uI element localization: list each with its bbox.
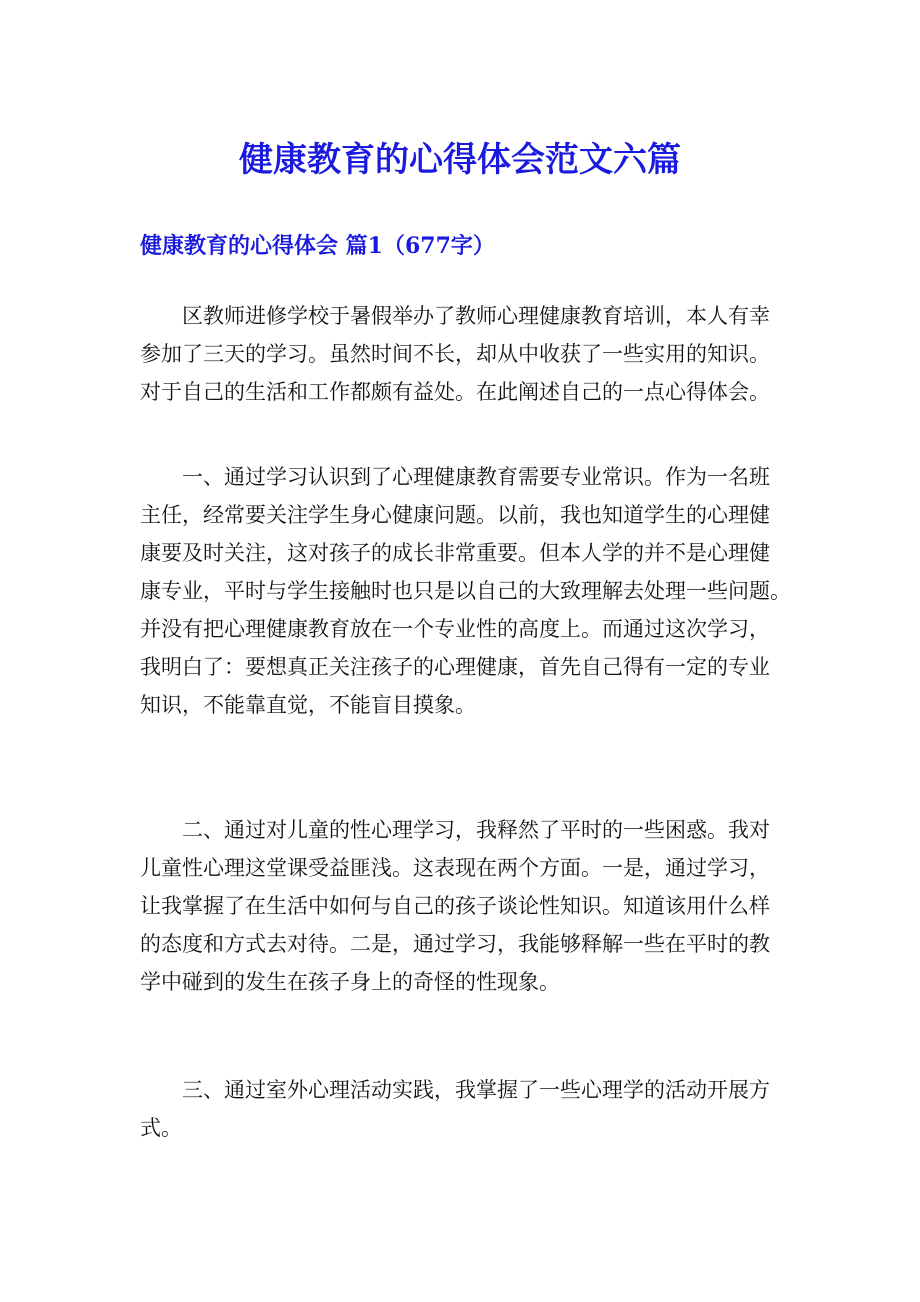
paragraph-line: 的态度和方式去对待。二是，通过学习，我能够释解一些在平时的教 xyxy=(140,932,770,956)
paragraph-line: 对于自己的生活和工作都颇有益处。在此阐述自己的一点心得体会。 xyxy=(140,380,770,404)
paragraph-line: 康专业，平时与学生接触时也只是以自己的大致理解去处理一些问题。 xyxy=(140,579,791,603)
paragraph-line: 主任，经常要关注学生身心健康问题。以前，我也知道学生的心理健 xyxy=(140,503,770,527)
paragraph-4 xyxy=(140,1071,788,1147)
paragraph-line: 参加了三天的学习。虽然时间不长，却从中收获了一些实用的知识。 xyxy=(140,342,770,366)
paragraph-line: 学中碰到的发生在孩子身上的奇怪的性现象。 xyxy=(140,970,560,994)
paragraph-line: 儿童性心理这堂课受益匪浅。这表现在两个方面。一是，通过学习， xyxy=(140,856,770,880)
paragraph-line: 知识，不能靠直觉，不能盲目摸象。 xyxy=(140,693,476,717)
document-title: 健康教育的心得体会范文六篇 xyxy=(239,140,681,180)
paragraph-line: 二、通过对儿童的性心理学习，我释然了平时的一些困惑。我对 xyxy=(182,818,770,842)
paragraph-2 xyxy=(140,458,791,724)
paragraph-line: 康要及时关注，这对孩子的成长非常重要。但本人学的并不是心理健 xyxy=(140,541,770,565)
paragraph-3 xyxy=(140,811,788,1001)
paragraph-line: 式。 xyxy=(140,1116,182,1140)
paragraph-line: 一、通过学习认识到了心理健康教育需要专业常识。作为一名班 xyxy=(182,465,770,489)
paragraph-line: 我明白了：要想真正关注孩子的心理健康，首先自己得有一定的专业 xyxy=(140,655,770,679)
paragraph-1 xyxy=(140,297,788,411)
paragraph-line: 区教师进修学校于暑假举办了教师心理健康教育培训，本人有幸 xyxy=(182,304,770,328)
paragraph-line: 三、通过室外心理活动实践，我掌握了一些心理学的活动开展方 xyxy=(182,1078,770,1102)
paragraph-line: 让我掌握了在生活中如何与自己的孩子谈论性知识。知道该用什么样 xyxy=(140,894,770,918)
paragraph-line: 并没有把心理健康教育放在一个专业性的高度上。而通过这次学习， xyxy=(140,617,770,641)
section-heading: 健康教育的心得体会 篇1（677字） xyxy=(140,233,495,259)
